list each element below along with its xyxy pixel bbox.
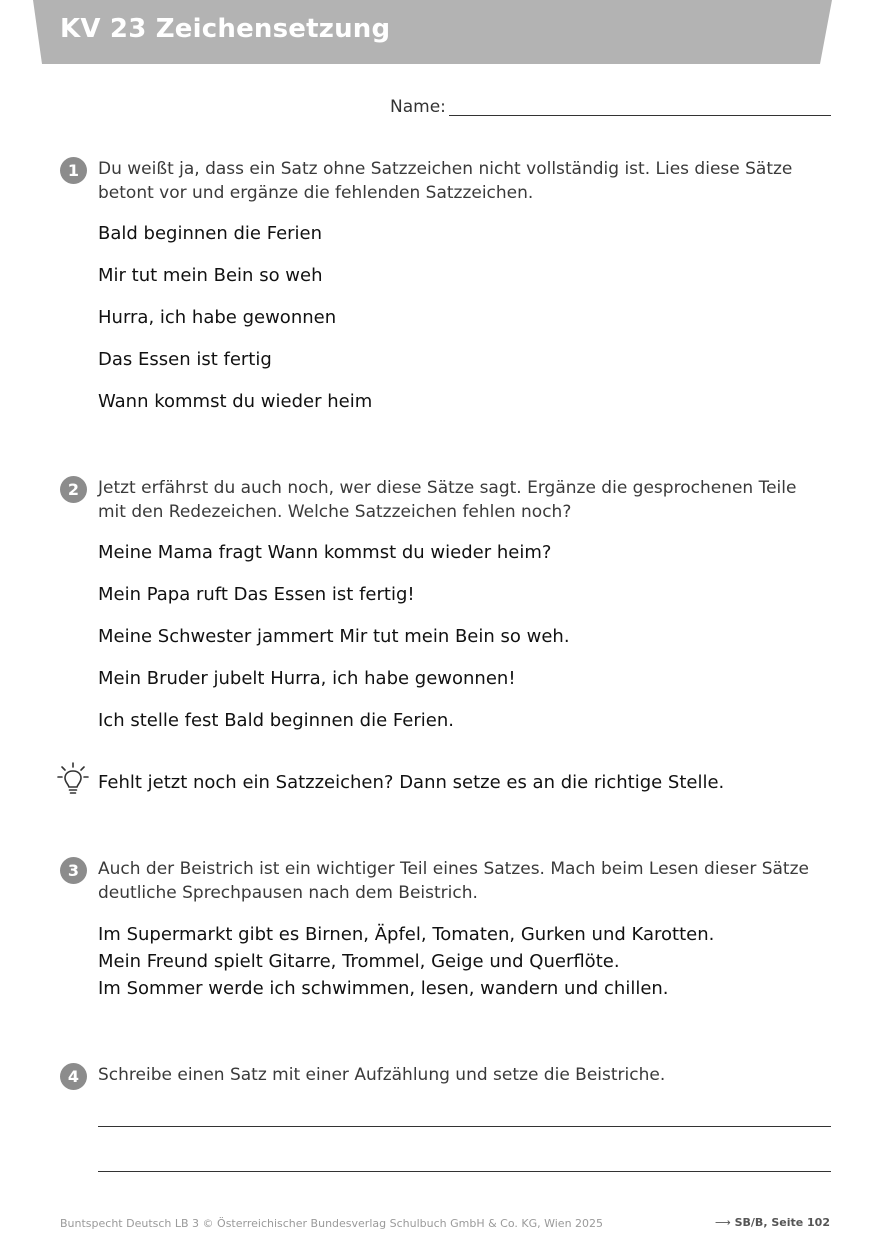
tip-text: Fehlt jetzt noch ein Satzzeichen? Dann setze es an die richtige Stelle. (98, 772, 725, 793)
header-banner (0, 0, 890, 66)
page-title: KV 23 Zeichensetzung (60, 14, 391, 44)
lightbulb-icon (56, 762, 90, 798)
exercise-sentence: Mein Freund spielt Gitarre, Trommel, Geige und Querflöte. (98, 951, 620, 972)
exercise-sentence: Meine Mama fragt Wann kommst du wieder heim? (98, 542, 552, 563)
task-instruction: Du weißt ja, dass ein Satz ohne Satzzeichen nicht vollständig ist. Lies diese Sätze betont vor und ergänze die fehlenden Satzzeichen. (98, 159, 793, 203)
name-field[interactable] (390, 97, 832, 123)
exercise-sentence: Mein Papa ruft Das Essen ist fertig! (98, 584, 415, 605)
exercise-sentence: Wann kommst du wieder heim (98, 391, 373, 412)
arrow-right-icon: ⟶ (714, 1216, 731, 1229)
task-instruction: Jetzt erfährst du auch noch, wer diese Sätze sagt. Ergänze die gesprochenen Teile mit den Redezeichen. Welche Satzzeichen fehlen noch? (98, 478, 797, 522)
page-reference-text: SB/B, Seite 102 (734, 1216, 830, 1229)
name-label: Name: (390, 97, 446, 117)
exercise-sentence: Im Supermarkt gibt es Birnen, Äpfel, Tomaten, Gurken und Karotten. (98, 924, 715, 945)
task-number-badge: 2 (60, 476, 87, 503)
exercise-sentence: Das Essen ist fertig (98, 349, 272, 370)
exercise-sentence: Im Sommer werde ich schwimmen, lesen, wandern und chillen. (98, 978, 669, 999)
exercise-sentence: Bald beginnen die Ferien (98, 223, 323, 244)
task-number-badge: 1 (60, 157, 87, 184)
footer-page-reference (715, 1216, 830, 1229)
task-instruction: Schreibe einen Satz mit einer Aufzählung und setze die Beistriche. (98, 1065, 666, 1085)
task-number-badge: 4 (60, 1063, 87, 1090)
footer-copyright: Buntspecht Deutsch LB 3 © Österreichischer Bundesverlag Schulbuch GmbH & Co. KG, Wien 2025 (60, 1217, 604, 1230)
exercise-sentence: Mein Bruder jubelt Hurra, ich habe gewonnen! (98, 668, 516, 689)
answer-write-line[interactable] (98, 1126, 831, 1127)
name-write-line[interactable] (449, 115, 831, 116)
exercise-sentence: Meine Schwester jammert Mir tut mein Bein so weh. (98, 626, 570, 647)
exercise-sentence: Ich stelle fest Bald beginnen die Ferien. (98, 710, 454, 731)
task-number-badge: 3 (60, 857, 87, 884)
exercise-sentence: Mir tut mein Bein so weh (98, 265, 323, 286)
answer-write-line[interactable] (98, 1171, 831, 1172)
task-instruction: Auch der Beistrich ist ein wichtiger Teil eines Satzes. Mach beim Lesen dieser Sätze deutliche Sprechpausen nach dem Beistrich. (98, 859, 809, 903)
exercise-sentence: Hurra, ich habe gewonnen (98, 307, 337, 328)
